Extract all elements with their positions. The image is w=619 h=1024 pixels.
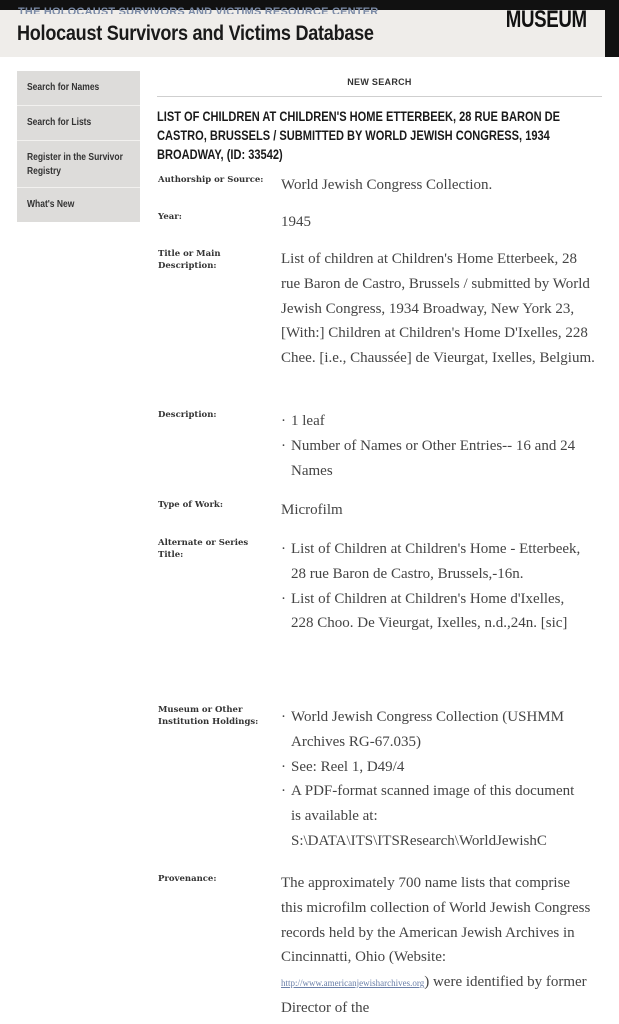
record-title xyxy=(157,107,612,164)
sidebar-item-label: Register in the Survivor xyxy=(27,152,123,163)
label-type-of-work: Type of Work: xyxy=(158,500,223,510)
alternate-title-item: · List of Children at Children's Home d'Ixelles, 228 Choo. De Vieurgat, Ixelles, n.d.,24n. [sic] xyxy=(281,587,587,637)
provenance-text: The approximately 700 name lists that comprise this microfilm collection of World Jewish Congress records held by the American Jewish Archives in Cincinnatti, Ohio (Website: xyxy=(281,875,591,966)
label-holdings: Museum or Other Institution Holdings: xyxy=(158,705,259,727)
alternate-title-item: · List of Children at Children's Home - Etterbeek, 28 rue Baron de Castro, Brussels,-16n. xyxy=(281,537,587,587)
header-subtitle[interactable]: THE HOLOCAUST SURVIVORS AND VICTIMS RESOURCE CENTER xyxy=(18,6,379,14)
sidebar-item-label: Search for Lists xyxy=(27,117,92,128)
label-year: Year: xyxy=(158,212,182,222)
sidebar-nav xyxy=(17,71,140,222)
museum-logo[interactable]: MUSEUM xyxy=(506,6,587,33)
site-header xyxy=(0,6,605,57)
sidebar-item-label-cont: Registry xyxy=(27,166,62,177)
site-title[interactable]: Holocaust Survivors and Victims Database xyxy=(17,22,374,45)
value-description xyxy=(281,409,591,483)
divider xyxy=(157,96,602,97)
value-type-of-work: Microfilm xyxy=(281,502,343,518)
holdings-path: S:\DATA\ITS\ITSResearch\WorldJewishC xyxy=(291,832,547,849)
label-description: Description: xyxy=(158,410,217,420)
label-alternate-title: Alternate or Series Title: xyxy=(158,538,249,560)
value-year: 1945 xyxy=(281,214,311,230)
sidebar-item-search-lists[interactable] xyxy=(17,106,140,141)
sidebar-item-register[interactable] xyxy=(17,141,140,188)
record-title-text: LIST OF CHILDREN AT CHILDREN'S HOME ETTERBEEK, 28 RUE BARON DE CASTRO, BRUSSELS / SUBMITTED BY WORLD JEWISH CONGRESS, 1934 BROADWAY, (ID: 33542) xyxy=(157,109,561,162)
label-provenance: Provenance: xyxy=(158,874,217,884)
holdings-item: · See: Reel 1, D49/4 xyxy=(281,755,581,780)
holdings-pdf-text: A PDF-format scanned image of this document is available at: xyxy=(291,783,575,825)
new-search-link[interactable]: NEW SEARCH xyxy=(347,77,412,87)
value-holdings xyxy=(281,705,581,854)
sidebar-item-label: What's New xyxy=(27,199,75,210)
holdings-item xyxy=(281,779,581,853)
value-authorship: World Jewish Congress Collection. xyxy=(281,177,493,193)
sidebar-item-label: Search for Names xyxy=(27,82,100,93)
holdings-item: · World Jewish Congress Collection (USHMM Archives RG-67.035) xyxy=(281,705,581,755)
label-title: Title or Main Description: xyxy=(158,249,221,271)
provenance-text-cont: ) were identified by former Director of the xyxy=(281,974,587,1016)
value-title: List of children at Children's Home Etterbeek, 28 rue Baron de Castro, Brussels / submitted by World Jewish Congress, 1934 Broadway, New York 23, [With:] Children at Children's Home D'Ixelles, 228 Chee. [i.e., Chaussée] de Vieurgat, Ixelles, Belgium. xyxy=(281,251,595,367)
description-item: · Number of Names or Other Entries-- 16 and 24 Names xyxy=(281,434,591,484)
sidebar-item-whats-new[interactable] xyxy=(17,188,140,222)
label-authorship: Authorship or Source: xyxy=(158,175,264,185)
description-item: · 1 leaf xyxy=(281,409,591,434)
archives-link[interactable]: http://www.americanjewisharchives.org xyxy=(281,978,425,989)
value-provenance xyxy=(281,871,591,1021)
sidebar-item-search-names[interactable] xyxy=(17,71,140,106)
value-alternate-title xyxy=(281,537,587,636)
header-edge xyxy=(605,10,619,57)
